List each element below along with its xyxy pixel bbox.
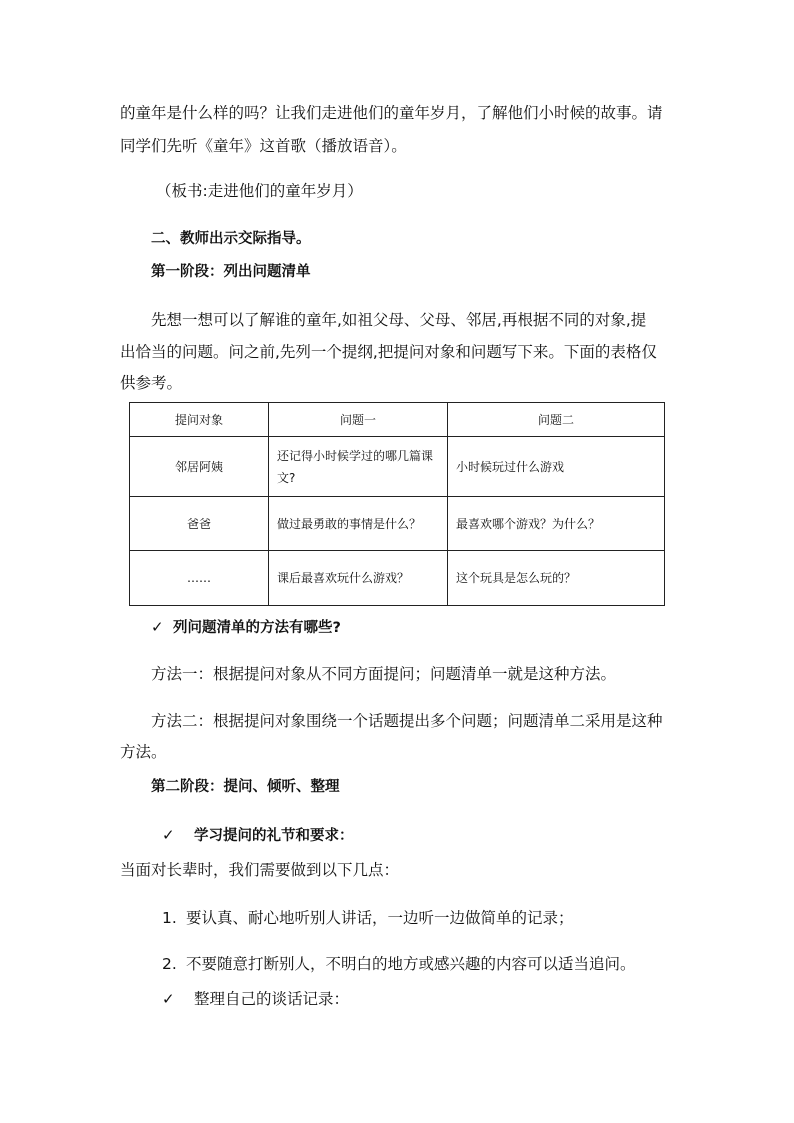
paragraph-line: 同学们先听《童年》这首歌（播放语音）。 bbox=[120, 137, 407, 155]
table-cell: 还记得小时候学过的哪几篇课文? bbox=[269, 437, 448, 497]
organize-heading-text: 整理自己的谈话记录： bbox=[194, 990, 350, 1008]
list-item bbox=[162, 908, 574, 928]
paragraph-line: 先想一想可以了解谁的童年,如祖父母、父母、邻居,再根据不同的对象,提 bbox=[151, 311, 647, 329]
paragraph-line: 出恰当的问题。问之前,先列一个提纲,把提问对象和问题写下来。下面的表格仅 bbox=[120, 343, 657, 361]
table-row bbox=[130, 551, 665, 606]
method-two-line: 方法。 bbox=[120, 743, 167, 761]
table-cell: 课后最喜欢玩什么游戏？ bbox=[269, 551, 448, 606]
table-cell: 做过最勇敢的事情是什么？ bbox=[269, 497, 448, 551]
checkmark-icon: ✓ bbox=[151, 618, 164, 636]
list-number: 1. bbox=[162, 909, 177, 927]
table-row bbox=[130, 437, 665, 497]
list-item-text: 不要随意打断别人，不明白的地方或感兴趣的内容可以适当追问。 bbox=[186, 955, 636, 973]
list-item-text: 要认真、耐心地听别人讲话，一边听一边做简单的记录； bbox=[186, 909, 574, 927]
table-cell: 爸爸 bbox=[130, 497, 269, 551]
table-cell: 这个玩具是怎么玩的？ bbox=[448, 551, 665, 606]
method-two-line: 方法二：根据提问对象围绕一个话题提出多个问题；问题清单二采用是这种 bbox=[151, 712, 663, 730]
table-header-cell: 提问对象 bbox=[130, 403, 269, 437]
section-heading: 二、教师出示交际指导。 bbox=[151, 231, 311, 247]
etiquette-heading bbox=[162, 825, 354, 846]
table-cell: 最喜欢哪个游戏？为什么？ bbox=[448, 497, 665, 551]
board-note: （板书:走进他们的童年岁月） bbox=[156, 182, 363, 200]
table-cell: 小时候玩过什么游戏 bbox=[448, 437, 665, 497]
question-table bbox=[129, 402, 665, 606]
list-item bbox=[162, 954, 636, 974]
table-header-cell: 问题二 bbox=[448, 403, 665, 437]
organize-heading bbox=[162, 989, 349, 1009]
table-header-row bbox=[130, 403, 665, 437]
paragraph-line: 的童年是什么样的吗？让我们走进他们的童年岁月，了解他们小时候的故事。请 bbox=[120, 104, 663, 122]
checkmark-icon: ✓ bbox=[162, 990, 175, 1008]
methods-heading-text: 列问题清单的方法有哪些? bbox=[173, 620, 341, 636]
intro-line: 当面对长辈时，我们需要做到以下几点： bbox=[120, 861, 400, 879]
stage-heading: 第二阶段：提问、倾听、整理 bbox=[151, 779, 340, 795]
table-header-cell: 问题一 bbox=[269, 403, 448, 437]
stage-heading: 第一阶段：列出问题清单 bbox=[151, 264, 311, 280]
methods-heading bbox=[151, 617, 341, 638]
table-cell: 邻居阿姨 bbox=[130, 437, 269, 497]
list-number: 2. bbox=[162, 955, 177, 973]
paragraph-line: 供参考。 bbox=[120, 374, 183, 392]
table-cell: …… bbox=[130, 551, 269, 606]
method-one: 方法一：根据提问对象从不同方面提问；问题清单一就是这种方法。 bbox=[151, 665, 617, 683]
checkmark-icon: ✓ bbox=[162, 826, 175, 844]
etiquette-heading-text: 学习提问的礼节和要求： bbox=[194, 828, 354, 844]
table-row bbox=[130, 497, 665, 551]
